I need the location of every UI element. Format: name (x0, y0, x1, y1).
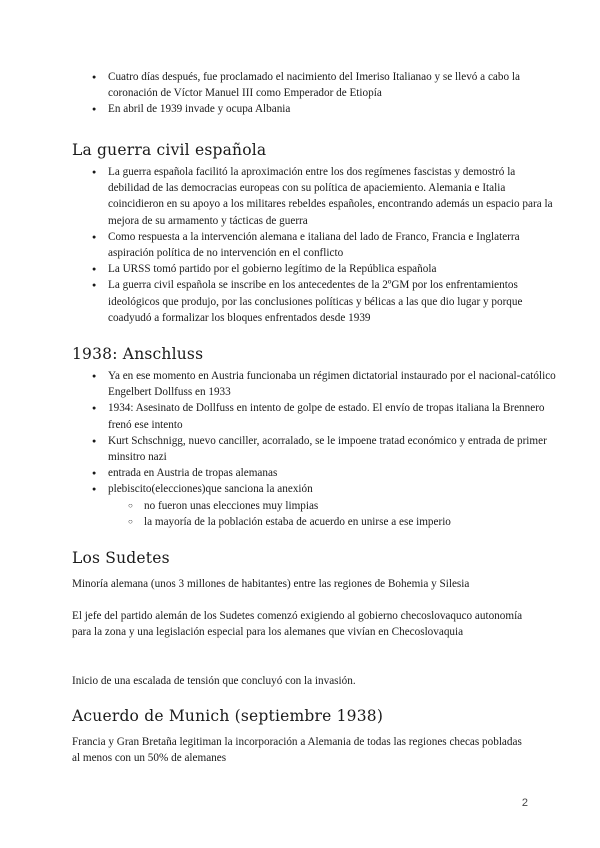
list-item: ● Ya en ese momento en Austria funcionaba un régimen dictatorial instaurado por el nacional-católico Engelbert Dollfuss en 1933 (72, 368, 558, 400)
list-item: ● La guerra española facilitó la aproximación entre los dos regímenes fascistas y demostró la debilidad de las democracias europeas con su política de apaciemiento. Alemania e Italia coincidieron en su apoyo a los militares rebeldes españoles, encontrando además un espacio para la mejora de su armamento y tácticas de guerra (72, 164, 558, 229)
paragraph: Francia y Gran Bretaña legitiman la incorporación a Alemania de todas las regiones checas pobladas al menos con un 50% de alemanes (72, 736, 522, 765)
list-item: ● plebiscito(elecciones)que sanciona la anexión (72, 481, 558, 497)
list-item: ● Cuatro días después, fue proclamado el nacimiento del Imeriso Italianao y se llevó a cabo la coronación de Víctor Manuel III como Emperador de Etiopía (72, 69, 558, 101)
list-item: ● La guerra civil española se inscribe en los antecedentes de la 2ºGM por los enfrentamientos ideológicos que produjo, por las conclusiones políticas y bélicas a las que dio lugar y porque coadyudó a formalizar los bloques enfrentados desde 1939 (72, 277, 558, 326)
page-number: 2 (521, 797, 528, 809)
paragraph: Inicio de una escalada de tensión que concluyó con la invasión. (72, 675, 356, 687)
section-heading-anschluss: 1938: Anschluss (72, 345, 204, 363)
top-bullet-list (0, 69, 600, 118)
list-item: ● entrada en Austria de tropas alemanas (72, 465, 558, 481)
list-item: ● 1934: Asesinato de Dollfuss en intento de golpe de estado. El envío de tropas italiana la Brennero frenó ese intento (72, 400, 558, 432)
sub-list-item: ○ la mayoría de la población estaba de acuerdo en unirse a ese imperio (72, 514, 564, 530)
paragraph: Minoría alemana (unos 3 millones de habitantes) entre las regiones de Bohemia y Silesia (72, 578, 470, 590)
paragraph: El jefe del partido alemán de los Sudetes comenzó exigiendo al gobierno checoslovaquco autonomía para la zona y una legislación especial para los alemanes que vivían en Checoslovaquia (72, 610, 523, 639)
section-heading-munich: Acuerdo de Munich (septiembre 1938) (72, 707, 384, 725)
sub-list-item: ○ no fueron unas elecciones muy limpias (72, 498, 564, 514)
guerra-civil-list (0, 164, 600, 326)
list-item: ● Como respuesta a la intervención alemana e italiana del lado de Franco, Francia e Inglaterra aspiración política de no intervención en el conflicto (72, 229, 558, 261)
section-heading-guerra-civil: La guerra civil española (72, 141, 267, 159)
list-item: ● Kurt Schschnigg, nuevo canciller, acorralado, se le impoene tratad económico y entrada de primer minsitro nazi (72, 433, 558, 465)
anschluss-list (0, 368, 600, 530)
list-item: ● En abril de 1939 invade y ocupa Albania (72, 101, 558, 117)
section-heading-sudetes: Los Sudetes (72, 549, 170, 567)
list-item: ● La URSS tomó partido por el gobierno legítimo de la República española (72, 261, 558, 277)
